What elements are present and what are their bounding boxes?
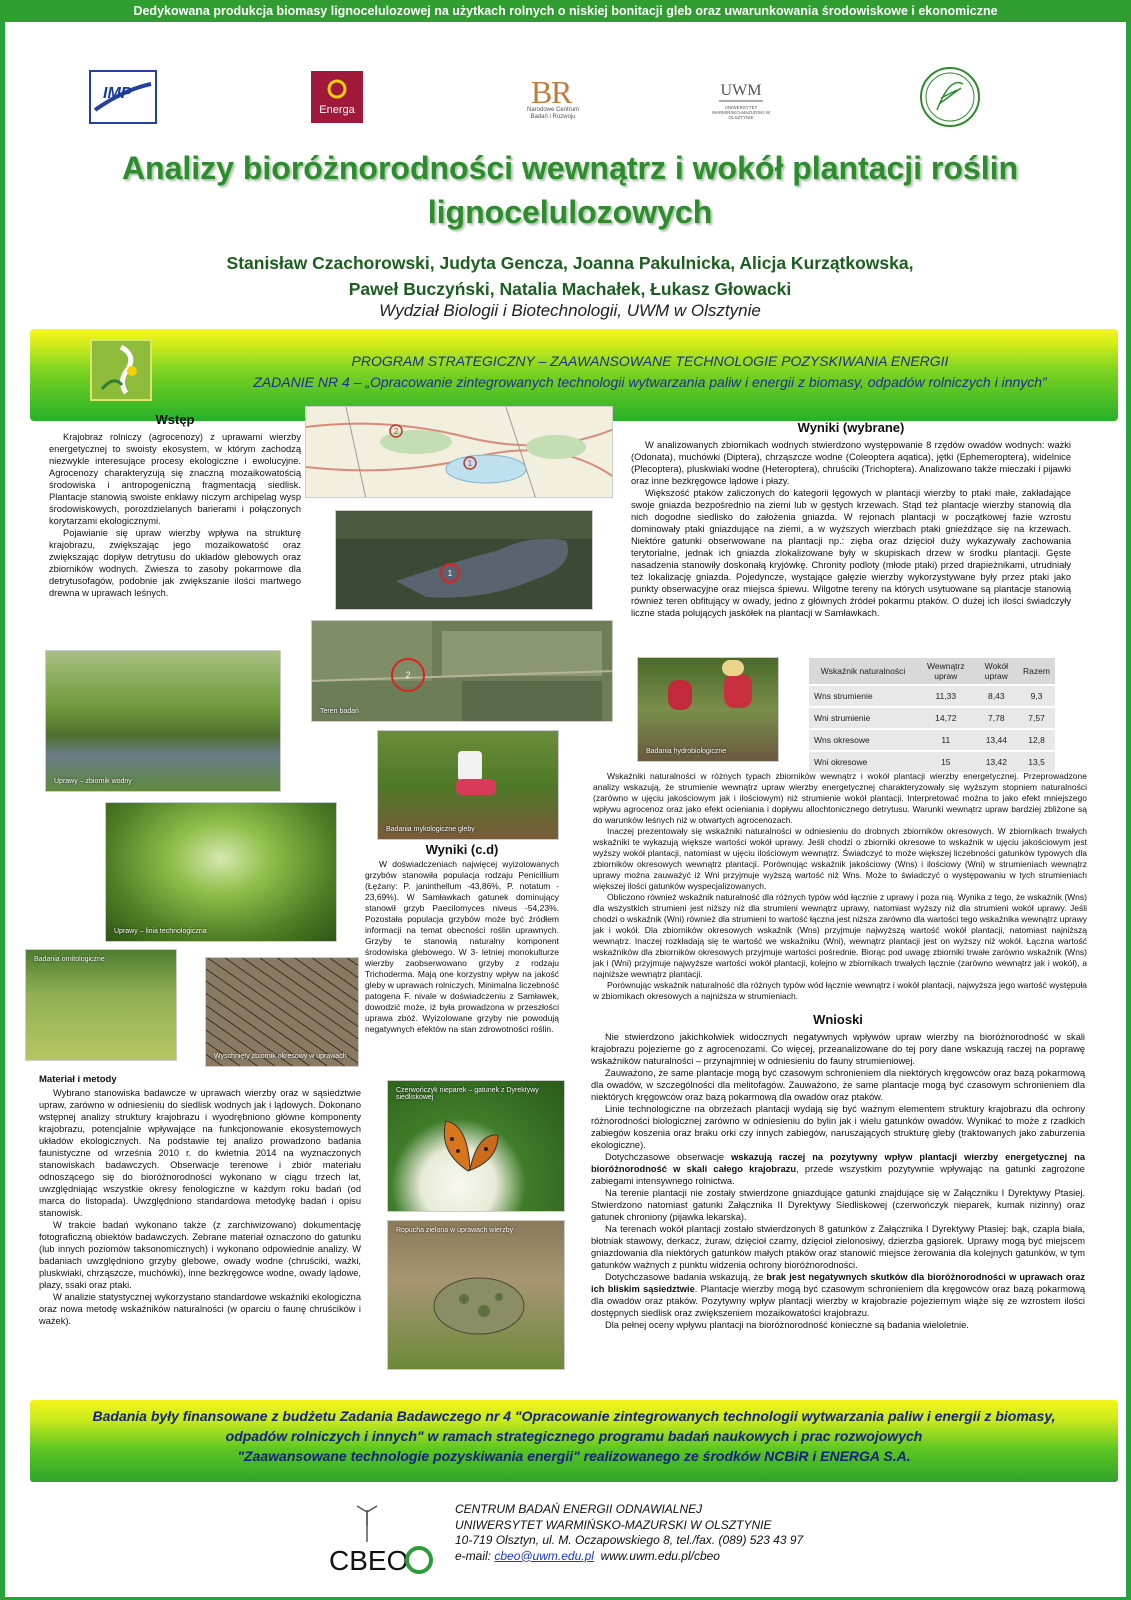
funding-band: [30, 1400, 1118, 1482]
table-cell: 9,3: [1018, 685, 1055, 707]
funding-line-1: Badania były finansowane z budżetu Zadania Badawczego nr 4 "Opracowanie zintegrowanych technologii wytwarzania paliw i energii z biomasy,: [92, 1408, 1056, 1424]
methods-section: [39, 1074, 361, 1327]
imp-logo: [89, 70, 157, 124]
poster-title: [45, 146, 1095, 234]
energa-logo-text: Energa: [319, 104, 355, 116]
table-cell: 14,72: [917, 707, 975, 729]
table-cell: Wns okresowe: [809, 729, 917, 751]
table-header-total: Razem: [1018, 658, 1055, 685]
conclusions-paragraph-7: [591, 1271, 1085, 1319]
table-cell: 11,33: [917, 685, 975, 707]
photo-toad: [387, 1220, 565, 1370]
faculty: Wydział Biologii i Biotechnologii, UWM w Olsztynie: [379, 301, 761, 320]
table-cell: 13,44: [975, 729, 1018, 751]
funding-line-3: "Zaawansowane technologie pozyskiwania energii" realizowanego ze środków NCBiR i ENERGA S.A.: [237, 1448, 911, 1464]
intro-paragraph-1: Krajobraz rolniczy (agrocenozy) z uprawami wierzby energetycznej to swoisty ekosystem, w którym zachodzą niezwykle interesujące procesy ekologiczne i ewolucyjne. Agrocenozy charakteryzują się znaczną mozaikowatością środowiska i antropogeniczną fragmentacją siedlisk. Plantacje stanowią swoiste enklawy niczym archipelag wysp środowiskowych, porozdzielanych barierami i połączonych korytarzami ekologicznymi.: [49, 432, 301, 526]
naturalness-paragraph-3: Obliczono również wskaźnik naturalność dla różnych typów wód łącznie z uprawy i poza nią. Wynika z tego, że wskaźnik (Wns) dla wszystkich strumieni jest niższy niż dla strumieni wewnątrz uprawy, natomiast wyższy niż dla strumieni wokół uprawy. Jeśli chodzi o wskaźnik (Wni) również dla strumieni to wartość łączna jest niższa zarówno dla wartości tego wskaźnika wewnątrz uprawy jak i wokół. Dla zbiorników okresowych wskaźnik (Wns) przyjmuje najwyższą wartość wokół plantacji, natomiast najniższą wewnątrz. Inaczej rozkładają się te wartość we wskaźniku (Wni), wewnątrz plantacji jest on wyższy niż wokół. Łączna wartość wskaźników dla zbiorników okresowych przyjmuje wartości pośrednie. Biorąc pod uwagę zbiorniki trwałe zarówno wskaźnik (Wns) jak i (Wni) przyjmuje najwyższe wartości wokół plantacji, kolejno w zbiornikach trwałych łącznie (zarówno wewnątrz jak i wokół), a najniższe wewnątrz plantacji.: [593, 892, 1087, 979]
conclusions-paragraph-5: Na terenie plantacji nie zostały stwierdzone gniazdujące gatunki znajdujące się w Załączniku I Dyrektywy Ptasiej. Stwierdzono natomiast gatunki Załącznika II Dyrektywy Siedliskowej (czerwończyk nieparek, kumak nizinny) oraz gatunek chroniony (pijawka lekarska).: [591, 1188, 1085, 1222]
table-cell: 8,43: [975, 685, 1018, 707]
top-banner: Dedykowana produkcja biomasy lignocelulozowej na użytkach rolnych o niskiej bonitacji gleb oraz uwarunkowania środowiskowe i ekonomiczne: [0, 0, 1131, 22]
topographic-map: [305, 406, 613, 498]
table-cell: 7,78: [975, 707, 1018, 729]
conclusions-heading: Wnioski: [813, 1012, 863, 1027]
contact-line-4: [455, 1549, 803, 1565]
conclusions-paragraph-6: Na terenach wokół plantacji zostało stwierdzonych 8 gatunków z Załącznika I Dyrektywy Ptasiej: bąk, czapla biała, błotniak stawowy, derkacz, żuraw, dzięcioł czarny, dzięcioł zielonosiwy, dzierzba gąsiorek. Uprawy mogą być miejscem gniazdowania dla niektórych gatunków małych ptaków oraz stanowić miejsce żerowania dla kolejnych gatunków, w tym gatunków ważnych z punktu widzenia ochrony bioróżnorodności.: [591, 1224, 1085, 1270]
conclusions-section: [591, 1012, 1085, 1331]
uwm-logo: [711, 70, 771, 124]
methods-heading: Materiał i metody: [39, 1074, 117, 1085]
conclusions-p7-start: Dotychczasowe badania wskazują, że: [605, 1272, 767, 1282]
photo-ornithology: [25, 949, 177, 1061]
energa-logo: [311, 70, 363, 124]
person-figure: [458, 751, 482, 781]
photo-caption-study-area: Teren badań: [320, 708, 359, 715]
photo-technological-line: [105, 802, 337, 942]
person-2-figure: [724, 674, 752, 708]
photo-caption-mycology: Badania mykologiczne gleby: [386, 826, 475, 833]
contact-block: [455, 1502, 803, 1564]
program-text: [200, 351, 1100, 393]
map-marker-1: 1: [467, 459, 473, 468]
photo-caption-toad: Ropucha zielona w uprawach wierzby: [396, 1227, 514, 1234]
results-continued-section: [365, 842, 559, 1035]
photo-caption-ornithology: Badania ornitologiczne: [34, 956, 105, 963]
results-heading: Wyniki (wybrane): [797, 420, 905, 435]
intro-heading: Wstęp: [155, 412, 195, 427]
table-row: [809, 685, 1055, 707]
svg-text:B: B: [531, 74, 553, 107]
authors-line-1: Stanisław Czachorowski, Judyta Gencza, Joanna Pakulnicka, Alicja Kurzątkowska,: [226, 253, 914, 273]
cbeo-logo-text: CBEO: [329, 1545, 409, 1576]
program-line-2: ZADANIE NR 4 – „Opracowanie zintegrowanych technologii wytwarzania paliw i energii z biomasy, odpadów rolniczych i innych”: [253, 374, 1047, 390]
naturalness-table: [809, 658, 1055, 774]
table-header-indicator: Wskaźnik naturalności: [809, 658, 917, 685]
title-line-2: lignocelulozowych: [427, 194, 713, 230]
table-header-row: [809, 658, 1055, 685]
photo-caption-reservoir: Uprawy – zbiornik wodny: [54, 778, 132, 785]
conclusions-p4-start: Dotychczasowe obserwacje: [605, 1152, 732, 1162]
contact-line-3: 10-719 Olsztyn, ul. M. Oczapowskiego 8, tel./fax. (089) 523 43 97: [455, 1533, 804, 1547]
conclusions-paragraph-2: Zauważono, że same plantacje mogą być czasowym schronieniem dla niektórych kręgowców oraz bazą pokarmową dla owadów, w szczególności dla melitofagów. Zauważono, że same plantacje mogą być czasowym schronieniem dla niektórych kręgowców oraz bazą pokarmową dla owadów oraz ptaków.: [591, 1068, 1085, 1102]
intro-paragraph-2: Pojawianie się upraw wierzby wpływa na strukturę krajobrazu, zwiększając jego mozaikowatość oraz zwiększając dopływ detrytusu do układów glebowych oraz zbiorników wodnych. Zwiesza to zasoby pokarmowe dla detrytusofagów, podobnie jak zwiększanie ilości martwego drewna w uprawach leśnych.: [49, 528, 301, 598]
aerial-lake: [335, 510, 593, 610]
person-2-hair: [722, 660, 744, 676]
intro-section: [49, 412, 301, 599]
table-cell: 13,42: [975, 751, 1018, 773]
table-header-around: Wokół upraw: [975, 658, 1018, 685]
table-header-inside: Wewnątrz upraw: [917, 658, 975, 685]
person-1-figure: [668, 680, 692, 710]
aerial-fields: [311, 620, 613, 722]
conclusions-p4-bold: wskazują raczej na pozytywny wpływ plantacji wierzby energetycznej na bioróżnorodność w skali całego krajobrazu: [591, 1152, 1085, 1174]
contact-line-2: UNIWERSYTET WARMIŃSKO-MAZURSKI W OLSZTYNIE: [455, 1517, 772, 1532]
table-cell: 11: [917, 729, 975, 751]
photo-hydrobiology: [637, 657, 779, 762]
results-section: [631, 420, 1071, 619]
naturalness-paragraph-2: Inaczej prezentowały się wskaźniki naturalności w odniesieniu do drobnych zbiorników okresowych. W zbiornikach trwałych wskaźniki te wykazują większe wartości wokół uprawy. Jeśli chodzi o zbiorniki okresowe to wskaźnik w ujęciu jakościowym jest wyższy wokół plantacji, natomiast w ujęciu ilościowym wewnątrz. Świadczyć to może większej liczebności gatunków typowych dla zbiorników okresowych wewnątrz plantacji. Porównując wskaźnik jakościowy (Wns) i ilościowy (Wni) w strumieniach wewnątrz uprawy można zauważyć iż Wni przyjmuje wyższą wartość niż Wns. Może to świadczyć o występowaniu w tych strumieniach większej ilości gatunków wyspecjalizowanych.: [593, 826, 1087, 891]
results-continued-heading: Wyniki (c.d): [425, 842, 499, 857]
results-paragraph-1: W analizowanych zbiornikach wodnych stwierdzono występowanie 8 rzędów owadów wodnych: ważki (Odonata), muchówki (Diptera), chrząszcze wodne (Coleoptera aqatica), jętki (Ephemeroptera), widelnice (Plecoptera), pluskwiaki wodne (Heteroptera), chruściki (Trichoptera). Analizowano także mieczaki i pijawki oraz inne bezkręgowce lądowe i płazy.: [631, 440, 1071, 486]
photo-caption-dried-pond: Wyschnięty zbiornik okresowy w uprawach: [214, 1053, 347, 1060]
uwm-logo-sub: UNIWERSYTET WARMIŃSKO-MAZURSKI W OLSZTYNIE: [711, 104, 771, 120]
conclusions-paragraph-3: Linie technologiczne na obrzeżach plantacji wydają się być ważnym elementem struktury krajobrazu dla ochrony różnorodności biologicznej zarówno w odniesieniu do bylin jak i wielu gatunków owadów. Wynikać to może z rzadkich zabiegów koszenia oraz braku orki czy innych zabiegów, naruszających strukturę gleby (traktowanych jako zaburzenia ekologiczne).: [591, 1104, 1085, 1150]
conclusions-p7-end: . Plantacje wierzby mogą być czasowym schronieniem dla kręgowców oraz bazą pokarmową dla owadów oraz ptaków. Pozytywny wpływ plantacji wierzby w krajobrazie pojeziernym wiąże się ze wzrostem ilości dostępnych siedlisk oraz zwiększeniem mozaikowatości krajobrazu.: [591, 1284, 1086, 1318]
table-cell: Wns strumienie: [809, 685, 917, 707]
table-cell: 12,8: [1018, 729, 1055, 751]
methods-paragraph-2: W trakcie badań wykonano także (z zarchiwizowano) dokumentację fotograficzną obiektów badawczych. Zebrane materiał oznaczono do gatunku (lub innych poziomów taksonomicznych) i wykonano odpowiednie analizy. W badaniach uwzględniono grzyby glebowe, owady wodne (chruściki, ważki, pluskwiaki, chrząszcze, muchówki), inne bezkręgowce wodne, owady lądowe, płazy, ssaki oraz ptaki.: [39, 1220, 361, 1290]
map-marker-2: 2: [393, 427, 399, 436]
photo-caption-techline: Uprawy – linia technologiczna: [114, 928, 207, 935]
methods-paragraph-1: Wybrano stanowiska badawcze w uprawach wierzby oraz w sąsiedztwie upraw, zarówno w odniesieniu do siedlisk wodnych jak i lądowych. Dokonano wstępnej analizy struktury krajobrazu i wyodrębniono główne komponenty krajobrazu, potencjalnie wpływające na funkcjonowanie ekosystemowych układów ekologicznych. Na podstawie tej analizo prowadzono badania faunistyczne od września 2010 r. do kwietnia 2014 na wyznaczonych stanowiskach badawczych. Obserwacje terenowe i zbiór materiału odnoszącego się do bioróżnorodności wykonano w ciągu trzech lat, uwzględniając wszystkie okresy fenologiczne w każdym roku badań (od marca do listopada). Uwzględniono standardowa metodykę badań i opisu stanowisk.: [39, 1088, 361, 1218]
ncbr-logo-line1: Narodowe Centrum: [526, 107, 580, 113]
poster-sheet: [5, 22, 1126, 1597]
email-link[interactable]: cbeo@uwm.edu.pl: [494, 1548, 594, 1563]
photo-caption-butterfly: Czerwończyk nieparek – gatunek z Dyrektywy siedliskowej: [396, 1087, 539, 1101]
table-cell: Wni strumienie: [809, 707, 917, 729]
program-line-1: PROGRAM STRATEGICZNY – ZAAWANSOWANE TECHNOLOGIE POZYSKIWANIA ENERGII: [351, 353, 949, 369]
authors-line-2: Paweł Buczyński, Natalia Machałek, Łukasz Głowacki: [348, 279, 792, 299]
table-cell: 15: [917, 751, 975, 773]
conclusions-paragraph-8: Dla pełnej oceny wpływu plantacji na bioróżnorodność konieczne są badania wieloletnie.: [605, 1320, 969, 1330]
table-row: [809, 707, 1055, 729]
table-cell: Wni okresowe: [809, 751, 917, 773]
naturalness-section: [593, 771, 1087, 1002]
ncbr-logo: [513, 70, 593, 124]
table-row: [809, 729, 1055, 751]
funding-line-2: odpadów rolniczych i innych" w ramach strategicznego programu badań naukowych i prac rozwojowych: [225, 1428, 923, 1444]
results-paragraph-2: Większość ptaków zaliczonych do kategorii lęgowych w plantacji wierzby to ptaki małe, zakładające swoje gniazda bezpośrednio na ziemi lub w gęstych krzewach. Stąd też plantacje wierzby stanowią dla nich dogodne siedlisko do założenia gniazda. W rejonach plantacji w początkowej fazie wzrostu dominowały ptaki gniazdujące na ziemi, a w wyższych wierzbach ptaki gnieżdżące się na krzewach. Niektóre gatunki obserwowane na plantacji np.: ziębа oraz dzięcioł duży wykazywały zachowania terytorialne, jednak ich gniazda zlokalizowane były w skupiskach drzew w środku plantacji. Gęste nasadzenia stanowiły doskonałą kryjówkę. Chronity podloty (młode ptaki) przed drapieżnikami, utrudniały też lokalizację gniazda. Pojedyncze, wystające gałęzie wierzby wykorzystywane były przez ptaki jako punkty obserwacyjne oraz miejsca śpiewu. Wilgotne tereny na których usytuowane są plantacje stanowią również teren obfitujący w owady, jedno z głównych źródeł pokarmu ptaków. O dużej ich ilości świadczyły liczne stada polujących jaskółek na plantacji w Samławkach.: [631, 488, 1071, 618]
methods-paragraph-3: W analizie statystycznej wykorzystano standardowe wskaźniki ekologiczna oraz nowa metodę wskaźników naturalności (w oparciu o faunę chruścików i ważek).: [39, 1292, 361, 1326]
conclusions-p7-bold: brak jest negatywnych skutków dla bioróżnorodności w uprawach oraz ich bliskim sąsiedztwie: [591, 1272, 1086, 1294]
program-logo: [90, 339, 152, 401]
table-row: [809, 751, 1055, 773]
imp-logo-text: IMP: [103, 85, 132, 102]
photo-reservoir: [45, 650, 281, 792]
table-cell: 13,5: [1018, 751, 1055, 773]
conclusions-paragraph-1: Nie stwierdzono jakichkolwiek widocznych negatywnych wpływów upraw wierzby na bioróżnorodność w skali krajobrazu pojezierne go z agrocenozami. Co więcej, przeanalizowane do tej pory dane wskazują raczej na poprawę wskaźników naturalności – przynajmniej w odniesieniu do fauny strumieniowej.: [591, 1032, 1085, 1066]
uwm-logo-text: UWM: [720, 81, 762, 99]
svg-text:R: R: [551, 74, 573, 107]
conclusions-p4-end: , przede wszystkim pozytywnie wpływając na gatunki zagrożone zabiegami intensywnego rolnictwa.: [591, 1164, 1085, 1186]
results-continued-paragraph: W doświadczeniach najwięcej wyizolowanych grzybów stanowiła populacja rodzaju Penicillium (Łężany: P. janinthellum -43,86%, P. notatum - 23,69%). W Samławkach gatunek dominujący stanowił grzyb Paecilomyces niveus -54,23%. Pozostała populacja grzybów może być źródłem informacji na temat obecności roślin uprawnych. Grzyby te stanowią naturalny komponent środowiska glebowego. W 3- letniej monokulturze wierzby zaobserwowano grzyby z rodzaju Trichoderma. Mają one korzystny wpływ na jakość gleby w uprawach rolniczych. Minimalna liczebność patogena F. nivale w doświadczeniu z Samławek, dowodzić może, iż była prowadzona w przeszłości uprawa zbóż. Wyizolowane grzyby nie powodują negatywnych efektów na stan zdrowotności roślin.: [365, 859, 559, 1034]
photo-caption-hydrobiology: Badania hydrobiologiczne: [646, 748, 727, 755]
naturalness-paragraph-1: Wskaźniki naturalności w różnych typach zbiorników wewnątrz i wokół plantacji wierzby energetycznej. Przeprowadzone analizy wskazują, że strumienie wewnątrz upraw wierzby energetycznej charakteryzowały się wyższym stopniem naturalności (zarówno w ujęciu jakościowym jak i ilościowym) niż strumienie wokół plantacji. Interpretować można to jako efekt mniejszego wpływu agrocenoz oraz jako efekt ocieniania i dopływu allochtonicznego detrytusu. Warunki wewnątrz upraw bardziej zbliżone są do warunków leśnych niż w otwartych agrocenozach.: [593, 771, 1087, 825]
aerial-marker-1: 1: [447, 569, 453, 578]
photo-mycology: [377, 730, 559, 840]
ncbr-logo-line2: Badań i Rozwoju: [530, 114, 576, 120]
naturalness-paragraph-4: Porównując wskaźnik naturalność dla różnych typów wód łącznie wewnątrz i wokół plantacji, najwyższa jego wartość występuła w zbiornikach okresowych a najniższa w strumieniach.: [593, 980, 1087, 1001]
funding-text: [50, 1406, 1098, 1466]
table-cell: 7,57: [1018, 707, 1055, 729]
title-line-1: Analizy bioróżnorodności wewnątrz i wokół plantacji roślin: [121, 150, 1019, 186]
cbeo-logo: [327, 1504, 437, 1580]
contact-line-1: CENTRUM BADAŃ ENERGII ODNAWIALNEJ: [455, 1502, 703, 1516]
photo-dried-pond: [205, 957, 359, 1067]
photo-butterfly: [387, 1080, 565, 1212]
conclusions-paragraph-4: [591, 1151, 1085, 1187]
faculty-emblem: [919, 70, 981, 124]
person-pants: [456, 779, 496, 795]
authors: [65, 250, 1075, 302]
website-text: www.uwm.edu.pl/cbeo: [600, 1548, 720, 1563]
email-label: e-mail:: [455, 1548, 495, 1563]
aerial-marker-2: 2: [405, 670, 411, 680]
